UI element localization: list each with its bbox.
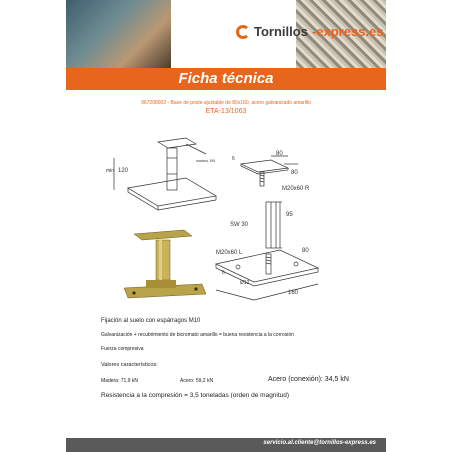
assembly-drawing <box>114 138 216 210</box>
top-plate-drawing <box>241 156 298 186</box>
thread-l-label: M20x60 L <box>216 250 243 256</box>
technical-drawing <box>66 118 386 310</box>
footer-email-link[interactable]: servicio.al.cliente@tornillos-express.es <box>263 440 376 446</box>
tools-photo <box>66 0 171 68</box>
brand-accent: -express.es <box>311 24 384 39</box>
dim-6-base: 6 <box>222 270 225 276</box>
acero-value: Acero: 59,2 kN <box>180 378 214 384</box>
sw-label: SW 30 <box>230 222 249 228</box>
max-label: máximo 195 <box>196 159 216 163</box>
dim-80-side: 80 <box>291 170 298 176</box>
footer <box>66 438 386 452</box>
base-plate-drawing <box>216 250 318 300</box>
dim-6-top: 6 <box>232 156 235 162</box>
brand-logo[interactable] <box>236 24 384 39</box>
hex-nut-drawing <box>266 202 282 248</box>
thread-r-label: M20x60 R <box>282 186 310 192</box>
compression-resistance: Resistencia a la compresión = 3,5 toneladas (orden de magnitud) <box>101 392 290 399</box>
values-heading: Valores característicos: <box>101 362 158 368</box>
eta-code: ETA-13/1063 <box>205 108 247 115</box>
product-reference: 967208002 - Base de poste ajustable de 80x160, acero galvanizado amarillo <box>141 100 311 106</box>
force-text: Fuerza compresiva <box>101 346 144 352</box>
product-photo <box>124 230 206 298</box>
header-photo-strip <box>66 0 386 68</box>
dim-80-top: 80 <box>276 151 283 157</box>
logo-icon <box>236 25 250 39</box>
dim-12-hole: Ø12 <box>240 280 250 286</box>
dim-160: 160 <box>288 290 299 296</box>
fixation-text: Fijación al suelo con espárragos M10 <box>101 318 201 324</box>
min-value: 120 <box>118 168 129 174</box>
page-title: Ficha técnica <box>66 68 386 90</box>
galvanization-text: Galvanización + recubrimiento de bicromato amarillo = buena resistencia a la corrosión <box>101 332 294 338</box>
acero-conexion-value: Acero (conexión): 34,5 kN <box>268 376 349 383</box>
brand-name: Tornillos <box>254 24 308 39</box>
dim-80-base: 80 <box>302 248 309 254</box>
min-label: min <box>106 168 115 174</box>
dim-95: 95 <box>286 212 293 218</box>
madera-value: Madera: 71,9 kN <box>101 378 138 384</box>
